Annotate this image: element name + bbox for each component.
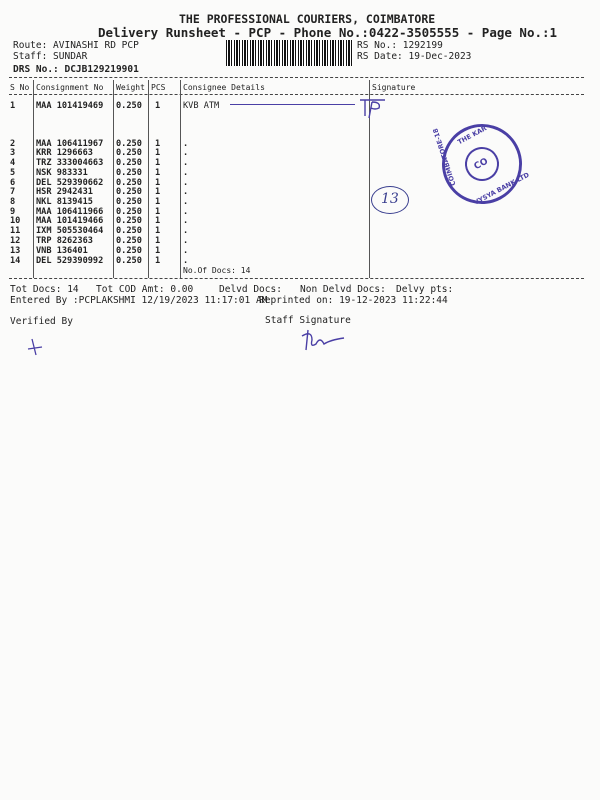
row-consignment: MAA 101419466 <box>36 216 104 226</box>
row-sno: 4 <box>10 158 16 168</box>
row-consignment: MAA 106411967 <box>36 139 104 149</box>
staff-signature-mark <box>298 326 350 354</box>
row-weight: 0.250 <box>116 139 142 149</box>
row-sno: 8 <box>10 197 16 207</box>
bank-stamp <box>428 110 536 218</box>
tot-cod-amt: Tot COD Amt: 0.00 <box>96 284 194 295</box>
row-consignee: . <box>183 139 189 149</box>
row-weight: 0.250 <box>116 256 142 266</box>
row-sno: 2 <box>10 139 16 149</box>
non-delvd-docs: Non Delvd Docs: <box>300 284 386 295</box>
columns-rule <box>9 94 584 95</box>
row-pcs: 1 <box>155 207 161 217</box>
row-weight: 0.250 <box>116 187 142 197</box>
row-weight: 0.250 <box>116 148 142 158</box>
row-consignment: TRP 8262363 <box>36 236 93 246</box>
row-pcs: 1 <box>155 168 161 178</box>
row-weight: 0.250 <box>116 101 142 111</box>
row-weight: 0.250 <box>116 207 142 217</box>
row-consignment: MAA 101419469 <box>36 101 104 111</box>
document-title: Delivery Runsheet - PCP - Phone No.:0422-3505555 - Page No.:1 <box>98 25 558 40</box>
route: Route: AVINASHI RD PCP <box>13 40 139 51</box>
row-consignment: DEL 529390992 <box>36 256 104 266</box>
row-pcs: 1 <box>155 256 161 266</box>
row-sno: 12 <box>10 236 21 246</box>
row-pcs: 1 <box>155 236 161 246</box>
row-consignee: . <box>183 148 189 158</box>
row-pcs: 1 <box>155 101 161 111</box>
company-name: THE PROFESSIONAL COURIERS, COIMBATORE <box>179 12 436 26</box>
staff-signature-label: Staff Signature <box>265 315 351 326</box>
row-consignment: NSK 983331 <box>36 168 88 178</box>
signature-mark <box>355 96 395 122</box>
row-consignee: . <box>183 246 189 256</box>
row-consignment: KRR 1296663 <box>36 148 93 158</box>
row-weight: 0.250 <box>116 236 142 246</box>
stamp-center-text: CO <box>472 156 490 173</box>
header-rule <box>9 77 584 78</box>
row-consignment: HSR 2942431 <box>36 187 93 197</box>
delvd-docs: Delvd Docs: <box>219 284 282 295</box>
row-pcs: 1 <box>155 158 161 168</box>
verifier-mark <box>24 335 48 359</box>
col-sno: S No <box>10 83 30 92</box>
row-consignment: VNB 136401 <box>36 246 88 256</box>
staff: Staff: SUNDAR <box>13 51 88 62</box>
row-sno: 13 <box>10 246 21 256</box>
stamp-top-text: THE KAR <box>456 124 489 147</box>
row-sno: 6 <box>10 178 16 188</box>
stamp-bottom-text: VYSYA BANK LTD <box>472 170 531 207</box>
grid-line <box>148 80 149 278</box>
row-consignee: . <box>183 187 189 197</box>
grid-line <box>33 80 34 278</box>
entered-by: Entered By :PCPLAKSHMI 12/19/2023 11:17:01 AM <box>10 295 268 306</box>
row-weight: 0.250 <box>116 226 142 236</box>
verified-by-label: Verified By <box>10 316 73 327</box>
row-pcs: 1 <box>155 226 161 236</box>
col-weight: Weight <box>116 83 145 92</box>
row-consignment: MAA 106411966 <box>36 207 104 217</box>
row-consignee: . <box>183 197 189 207</box>
row-consignment: TRZ 333004663 <box>36 158 104 168</box>
row-sno: 9 <box>10 207 16 217</box>
row-sno: 3 <box>10 148 16 158</box>
row-sno: 14 <box>10 256 21 266</box>
row-pcs: 1 <box>155 178 161 188</box>
row-consignee: KVB ATM <box>183 101 220 111</box>
col-consignment: Consignment No <box>36 83 104 92</box>
row-pcs: 1 <box>155 216 161 226</box>
row-sno: 7 <box>10 187 16 197</box>
drs-number: DRS No.: DCJB129219901 <box>13 64 139 75</box>
row-weight: 0.250 <box>116 246 142 256</box>
col-consignee: Consignee Details <box>183 83 265 92</box>
circled-number <box>371 186 409 214</box>
row-weight: 0.250 <box>116 168 142 178</box>
row-consignee: . <box>183 256 189 266</box>
stamp-side-text: COIMBATORE-18 <box>431 127 458 187</box>
row-consignee: . <box>183 207 189 217</box>
delvy-pts: Delvy pts: <box>396 284 454 295</box>
row-sno: 11 <box>10 226 21 236</box>
row-weight: 0.250 <box>116 197 142 207</box>
row-sno: 1 <box>10 101 16 111</box>
grid-line <box>180 80 181 278</box>
reprinted-on: Reprinted on: 19-12-2023 11:22:44 <box>259 295 448 306</box>
col-pcs: PCS <box>151 83 166 92</box>
row-consignment: NKL 8139415 <box>36 197 93 207</box>
row-weight: 0.250 <box>116 216 142 226</box>
rs-number: RS No.: 1292199 <box>357 40 443 51</box>
table-bottom-rule <box>9 278 584 279</box>
barcode <box>226 40 353 66</box>
row-weight: 0.250 <box>116 158 142 168</box>
row-consignee: . <box>183 216 189 226</box>
rs-date: RS Date: 19-Dec-2023 <box>357 51 472 62</box>
grid-line <box>113 80 114 278</box>
row-consignee: . <box>183 178 189 188</box>
tot-docs: Tot Docs: 14 <box>10 284 79 295</box>
no-of-docs: No.Of Docs: 14 <box>183 266 251 275</box>
row-consignment: DEL 529390662 <box>36 178 104 188</box>
row-consignee: . <box>183 226 189 236</box>
handwritten-strike <box>230 104 355 105</box>
row-pcs: 1 <box>155 246 161 256</box>
circled-number-text: 13 <box>381 191 399 207</box>
row-sno: 10 <box>10 216 21 226</box>
row-consignee: . <box>183 158 189 168</box>
row-sno: 5 <box>10 168 16 178</box>
row-pcs: 1 <box>155 187 161 197</box>
row-pcs: 1 <box>155 197 161 207</box>
row-consignment: IXM 505530464 <box>36 226 104 236</box>
row-consignee: . <box>183 168 189 178</box>
stamp-inner-ring <box>459 141 505 187</box>
row-weight: 0.250 <box>116 178 142 188</box>
col-signature: Signature <box>372 83 416 92</box>
row-consignee: . <box>183 236 189 246</box>
row-pcs: 1 <box>155 139 161 149</box>
row-pcs: 1 <box>155 148 161 158</box>
